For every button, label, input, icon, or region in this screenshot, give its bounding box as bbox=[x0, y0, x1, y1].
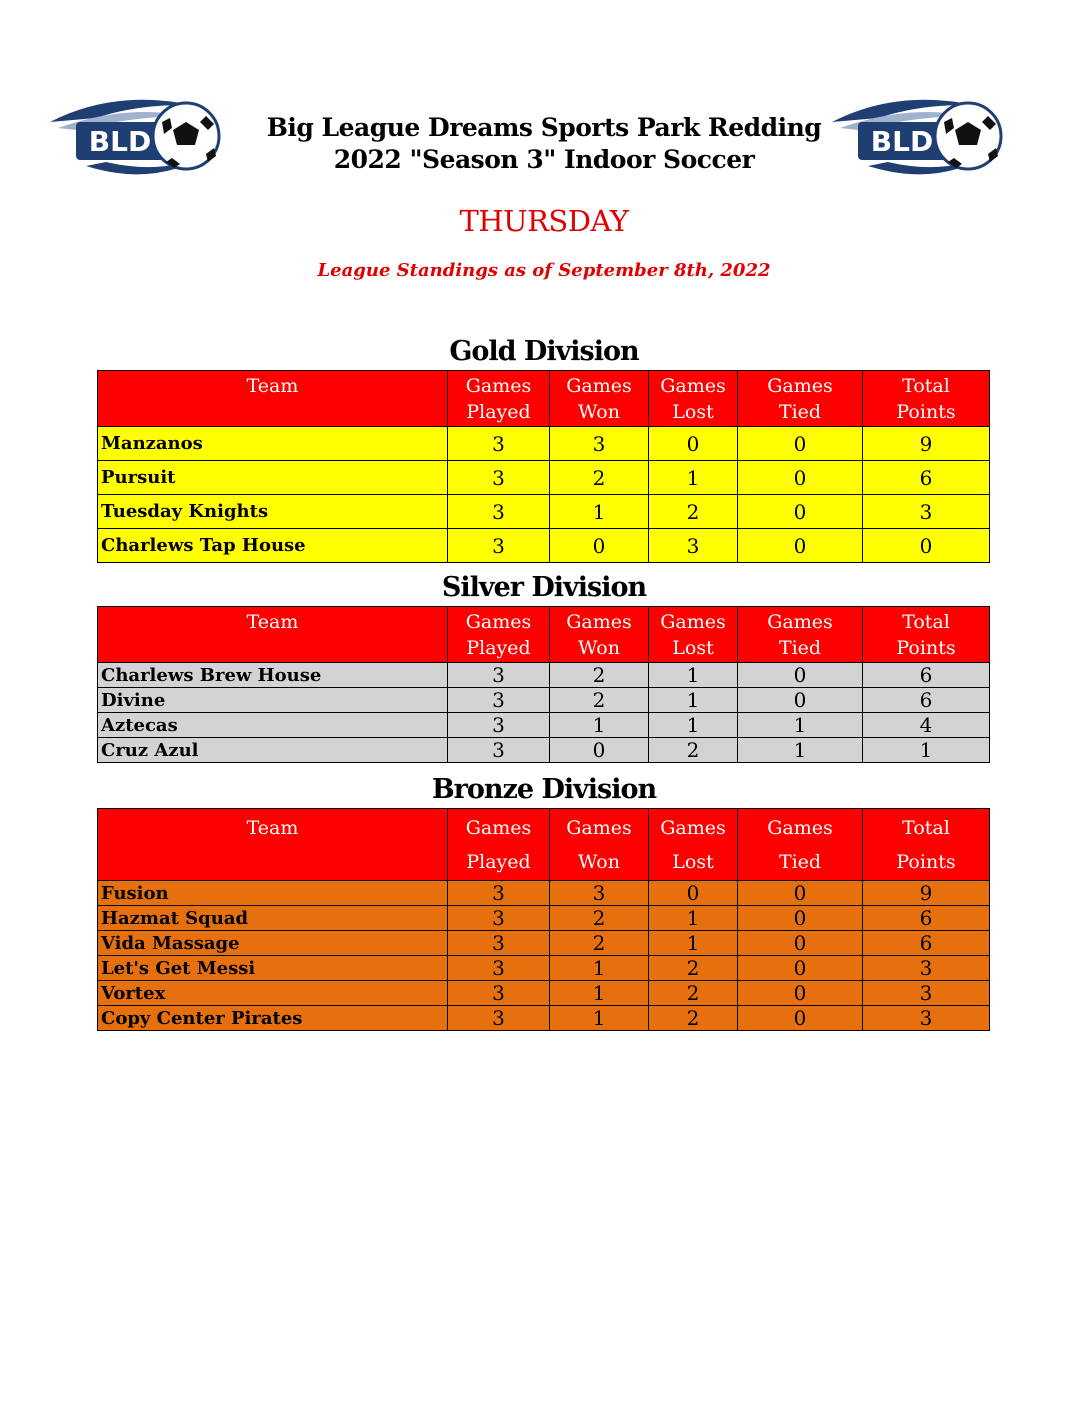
games-lost: 2 bbox=[649, 738, 738, 763]
col-header-won: Games Won bbox=[550, 371, 649, 427]
silver-standings-table bbox=[97, 606, 990, 763]
col-header-lost: Games Lost bbox=[649, 371, 738, 427]
games-won: 1 bbox=[550, 1006, 649, 1031]
table-row bbox=[98, 713, 990, 738]
total-points: 1 bbox=[863, 738, 990, 763]
table-row bbox=[98, 931, 990, 956]
games-lost: 2 bbox=[649, 495, 738, 529]
team-name: Charlews Tap House bbox=[98, 529, 448, 563]
games-lost: 0 bbox=[649, 427, 738, 461]
standings-date: League Standings as of September 8th, 2022 bbox=[317, 260, 771, 281]
page-subtitle: 2022 "Season 3" Indoor Soccer bbox=[333, 145, 755, 174]
games-won: 2 bbox=[550, 931, 649, 956]
team-name: Aztecas bbox=[98, 713, 448, 738]
games-tied: 0 bbox=[738, 981, 863, 1006]
table-row bbox=[98, 956, 990, 981]
games-tied: 0 bbox=[738, 495, 863, 529]
col-header-tied: Games Tied bbox=[738, 809, 863, 881]
games-played: 3 bbox=[448, 495, 550, 529]
col-header-tied: Games Tied bbox=[738, 607, 863, 663]
bronze-standings-table bbox=[97, 808, 990, 1031]
games-lost: 1 bbox=[649, 663, 738, 688]
table-row bbox=[98, 1006, 990, 1031]
col-header-tied: Games Tied bbox=[738, 371, 863, 427]
team-name: Copy Center Pirates bbox=[98, 1006, 448, 1031]
col-header-played: Games Played bbox=[448, 607, 550, 663]
total-points: 9 bbox=[863, 881, 990, 906]
games-played: 3 bbox=[448, 981, 550, 1006]
games-played: 3 bbox=[448, 881, 550, 906]
col-header-points: Total Points bbox=[863, 809, 990, 881]
games-tied: 0 bbox=[738, 931, 863, 956]
games-won: 0 bbox=[550, 738, 649, 763]
games-lost: 2 bbox=[649, 981, 738, 1006]
table-row bbox=[98, 906, 990, 931]
team-name: Pursuit bbox=[98, 461, 448, 495]
silver-division-title: Silver Division bbox=[441, 572, 647, 603]
games-tied: 1 bbox=[738, 738, 863, 763]
total-points: 0 bbox=[863, 529, 990, 563]
team-name: Tuesday Knights bbox=[98, 495, 448, 529]
table-row bbox=[98, 981, 990, 1006]
table-row bbox=[98, 688, 990, 713]
team-name: Vortex bbox=[98, 981, 448, 1006]
total-points: 6 bbox=[863, 931, 990, 956]
games-won: 2 bbox=[550, 906, 649, 931]
games-played: 3 bbox=[448, 688, 550, 713]
games-tied: 0 bbox=[738, 906, 863, 931]
games-lost: 2 bbox=[649, 1006, 738, 1031]
games-tied: 0 bbox=[738, 663, 863, 688]
games-lost: 3 bbox=[649, 529, 738, 563]
table-row bbox=[98, 427, 990, 461]
logo-text: BLD bbox=[870, 125, 934, 158]
col-header-points: Total Points bbox=[863, 607, 990, 663]
games-won: 2 bbox=[550, 688, 649, 713]
total-points: 6 bbox=[863, 663, 990, 688]
team-name: Divine bbox=[98, 688, 448, 713]
col-header-played: Games Played bbox=[448, 809, 550, 881]
games-played: 3 bbox=[448, 738, 550, 763]
games-won: 1 bbox=[550, 981, 649, 1006]
page-title: Big League Dreams Sports Park Redding bbox=[266, 113, 822, 142]
col-header-points: Total Points bbox=[863, 371, 990, 427]
total-points: 6 bbox=[863, 461, 990, 495]
table-row bbox=[98, 663, 990, 688]
games-lost: 1 bbox=[649, 713, 738, 738]
col-header-lost: Games Lost bbox=[649, 809, 738, 881]
total-points: 6 bbox=[863, 906, 990, 931]
logo-text: BLD bbox=[88, 125, 152, 158]
games-tied: 0 bbox=[738, 529, 863, 563]
games-tied: 0 bbox=[738, 1006, 863, 1031]
games-tied: 0 bbox=[738, 956, 863, 981]
col-header-team: Team bbox=[98, 809, 448, 881]
col-header-team: Team bbox=[98, 607, 448, 663]
bronze-division-title: Bronze Division bbox=[431, 774, 657, 805]
games-played: 3 bbox=[448, 931, 550, 956]
games-won: 3 bbox=[550, 427, 649, 461]
games-tied: 0 bbox=[738, 427, 863, 461]
games-won: 1 bbox=[550, 495, 649, 529]
total-points: 9 bbox=[863, 427, 990, 461]
gold-standings-table bbox=[97, 370, 990, 563]
table-row bbox=[98, 738, 990, 763]
table-header-row bbox=[98, 607, 990, 663]
games-played: 3 bbox=[448, 529, 550, 563]
games-lost: 1 bbox=[649, 906, 738, 931]
games-played: 3 bbox=[448, 956, 550, 981]
table-header-row bbox=[98, 371, 990, 427]
team-name: Vida Massage bbox=[98, 931, 448, 956]
games-tied: 0 bbox=[738, 881, 863, 906]
games-tied: 0 bbox=[738, 688, 863, 713]
games-played: 3 bbox=[448, 906, 550, 931]
team-name: Let's Get Messi bbox=[98, 956, 448, 981]
games-lost: 2 bbox=[649, 956, 738, 981]
games-won: 2 bbox=[550, 461, 649, 495]
games-tied: 0 bbox=[738, 461, 863, 495]
total-points: 4 bbox=[863, 713, 990, 738]
team-name: Charlews Brew House bbox=[98, 663, 448, 688]
col-header-won: Games Won bbox=[550, 809, 649, 881]
games-played: 3 bbox=[448, 713, 550, 738]
games-won: 0 bbox=[550, 529, 649, 563]
team-name: Fusion bbox=[98, 881, 448, 906]
table-header-row bbox=[98, 809, 990, 881]
team-name: Manzanos bbox=[98, 427, 448, 461]
games-lost: 0 bbox=[649, 881, 738, 906]
total-points: 6 bbox=[863, 688, 990, 713]
games-lost: 1 bbox=[649, 931, 738, 956]
table-row bbox=[98, 495, 990, 529]
day-heading: THURSDAY bbox=[459, 204, 629, 238]
games-lost: 1 bbox=[649, 688, 738, 713]
total-points: 3 bbox=[863, 956, 990, 981]
total-points: 3 bbox=[863, 981, 990, 1006]
col-header-lost: Games Lost bbox=[649, 607, 738, 663]
team-name: Cruz Azul bbox=[98, 738, 448, 763]
games-won: 1 bbox=[550, 956, 649, 981]
table-row bbox=[98, 461, 990, 495]
page-header bbox=[0, 112, 1088, 176]
games-played: 3 bbox=[448, 461, 550, 495]
total-points: 3 bbox=[863, 1006, 990, 1031]
gold-division-title: Gold Division bbox=[449, 336, 639, 367]
col-header-team: Team bbox=[98, 371, 448, 427]
games-won: 1 bbox=[550, 713, 649, 738]
games-tied: 1 bbox=[738, 713, 863, 738]
games-played: 3 bbox=[448, 1006, 550, 1031]
games-played: 3 bbox=[448, 427, 550, 461]
col-header-played: Games Played bbox=[448, 371, 550, 427]
table-row bbox=[98, 529, 990, 563]
table-row bbox=[98, 881, 990, 906]
games-played: 3 bbox=[448, 663, 550, 688]
total-points: 3 bbox=[863, 495, 990, 529]
games-won: 2 bbox=[550, 663, 649, 688]
games-lost: 1 bbox=[649, 461, 738, 495]
team-name: Hazmat Squad bbox=[98, 906, 448, 931]
col-header-won: Games Won bbox=[550, 607, 649, 663]
games-won: 3 bbox=[550, 881, 649, 906]
